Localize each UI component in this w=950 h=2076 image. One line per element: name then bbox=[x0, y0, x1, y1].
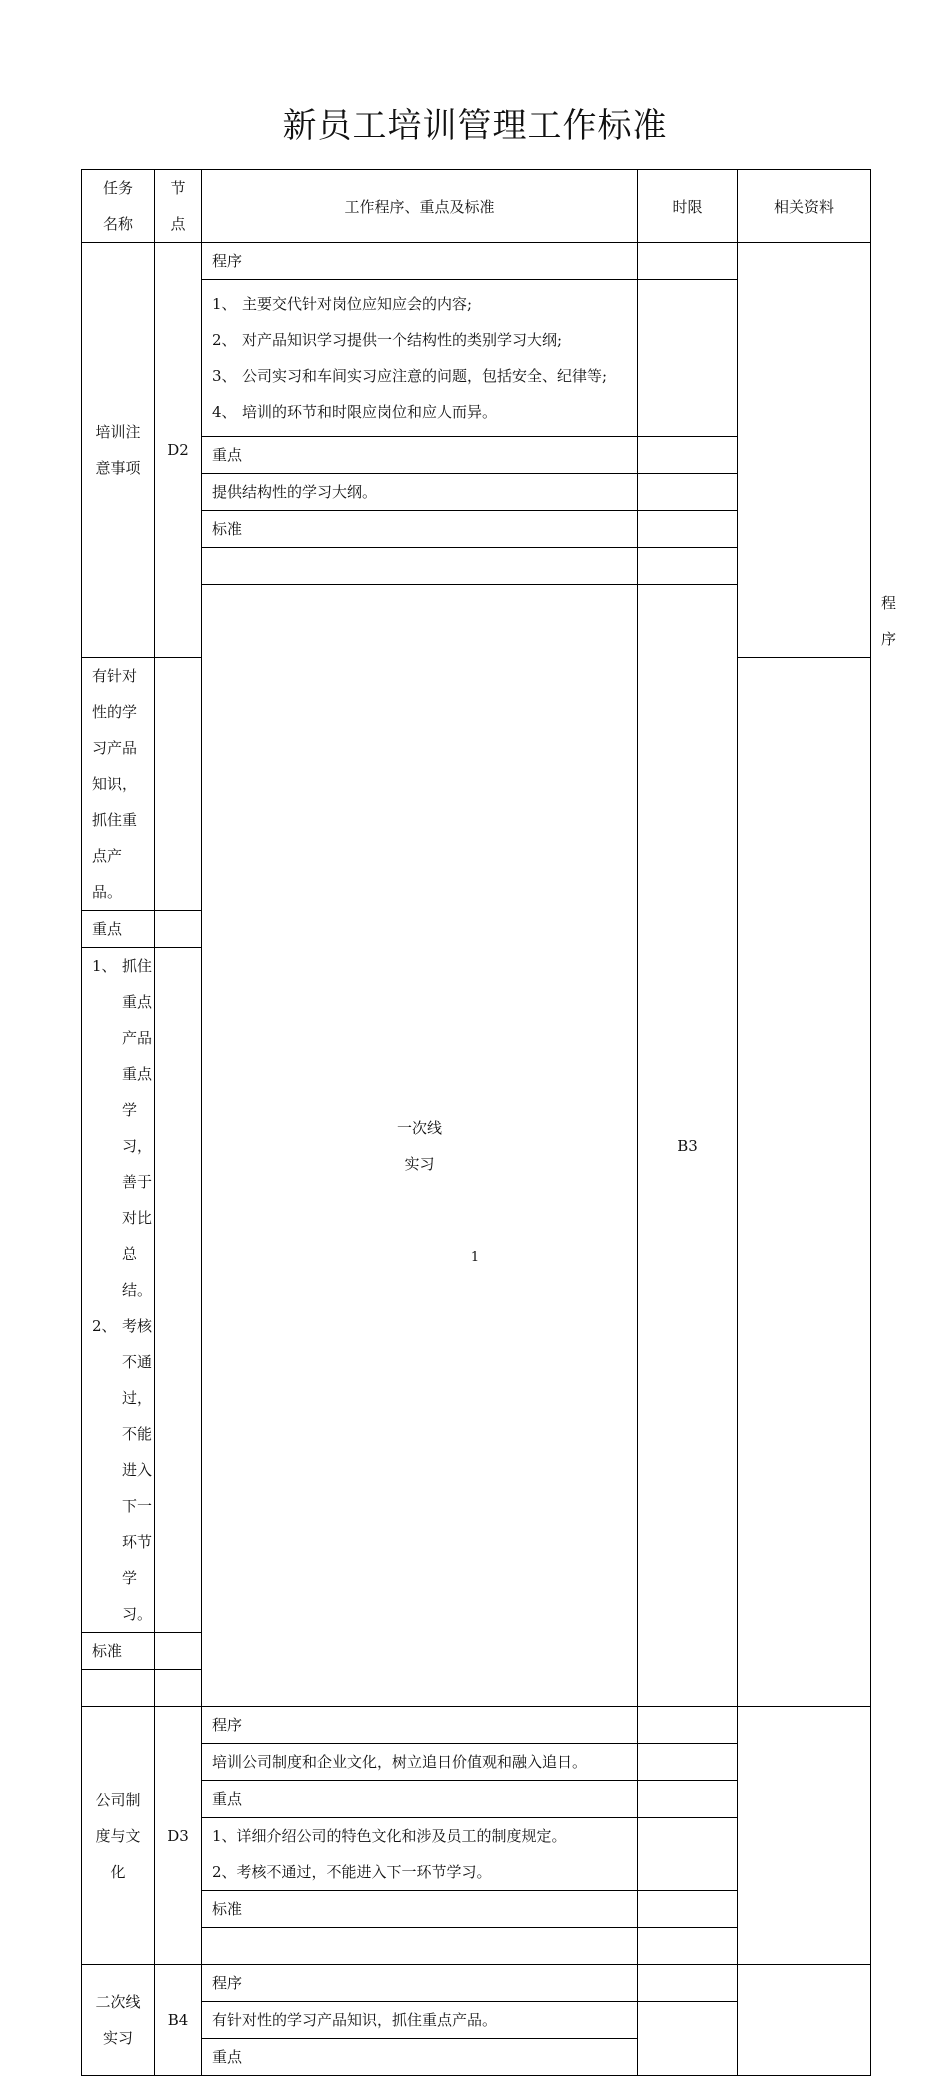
time-limit-cell bbox=[638, 548, 738, 585]
time-limit-cell bbox=[638, 1781, 738, 1818]
header-node: 节 点 bbox=[155, 170, 202, 243]
time-limit-cell bbox=[638, 474, 738, 511]
time-limit-cell bbox=[155, 1633, 202, 1670]
materials-cell bbox=[738, 1707, 871, 1965]
time-limit-cell bbox=[155, 658, 202, 911]
time-limit-cell bbox=[638, 2002, 738, 2076]
list-item: 3、 公司实习和车间实习应注意的问题，包括安全、纪律等; bbox=[212, 367, 608, 385]
standard-text bbox=[82, 1670, 155, 1707]
time-limit-cell bbox=[638, 1928, 738, 1965]
standard-text bbox=[202, 1928, 638, 1965]
header-materials: 相关资料 bbox=[738, 170, 871, 243]
table-row bbox=[82, 1965, 871, 2002]
time-limit-cell bbox=[638, 437, 738, 474]
header-task-name: 任务 名称 bbox=[82, 170, 155, 243]
table-row bbox=[82, 1707, 871, 1744]
key-label: 重点 bbox=[202, 1781, 638, 1818]
table-row bbox=[82, 243, 871, 280]
procedure-text: 培训公司制度和企业文化，树立追日价值观和融入追日。 bbox=[202, 1744, 638, 1781]
training-standard-table bbox=[81, 169, 897, 2076]
header-procedure: 工作程序、重点及标准 bbox=[202, 170, 638, 243]
procedure-label: 程序 bbox=[202, 1707, 638, 1744]
key-items bbox=[82, 948, 155, 1633]
materials-cell bbox=[738, 243, 871, 658]
node-cell: B4 bbox=[155, 1965, 202, 2076]
key-items bbox=[202, 1818, 638, 1891]
table-row: 一次线 实习 B3 程序 bbox=[82, 585, 871, 658]
list-item: 1、 抓住重点产品重点学习，善于对比总结。 bbox=[92, 957, 153, 1299]
time-limit-cell bbox=[155, 911, 202, 948]
standard-label: 标准 bbox=[202, 511, 638, 548]
time-limit-cell bbox=[638, 1707, 738, 1744]
list-item: 4、 培训的环节和时限应岗位和应人而异。 bbox=[212, 403, 498, 421]
task-name-cell: 培训注 意事项 bbox=[82, 243, 155, 658]
time-limit-cell bbox=[638, 1891, 738, 1928]
procedure-text: 有针对性的学习产品知识，抓住重点产品。 bbox=[82, 658, 155, 911]
time-limit-cell bbox=[638, 280, 738, 437]
procedure-label: 程序 bbox=[202, 1965, 638, 2002]
node-cell: B3 bbox=[638, 585, 738, 1707]
key-label: 重点 bbox=[82, 911, 155, 948]
time-limit-cell bbox=[155, 948, 202, 1633]
standard-label: 标准 bbox=[202, 1891, 638, 1928]
key-text: 提供结构性的学习大纲。 bbox=[202, 474, 638, 511]
node-cell: D3 bbox=[155, 1707, 202, 1965]
materials-cell bbox=[738, 1965, 871, 2076]
page-number: 1 bbox=[470, 1250, 480, 1265]
task-name-cell: 二次线 实习 bbox=[82, 1965, 155, 2076]
key-label: 重点 bbox=[202, 2039, 638, 2076]
task-name-cell: 一次线 实习 bbox=[202, 585, 638, 1707]
procedure-label: 程序 bbox=[202, 243, 638, 280]
time-limit-cell bbox=[155, 1670, 202, 1707]
list-item: 1、 主要交代针对岗位应知应会的内容; bbox=[212, 295, 473, 313]
node-cell: D2 bbox=[155, 243, 202, 658]
standard-label: 标准 bbox=[82, 1633, 155, 1670]
header-time-limit: 时限 bbox=[638, 170, 738, 243]
time-limit-cell bbox=[638, 243, 738, 280]
table-header-row bbox=[82, 170, 871, 243]
standard-text bbox=[202, 548, 638, 585]
list-item: 2、 对产品知识学习提供一个结构性的类别学习大纲; bbox=[212, 331, 563, 349]
list-item: 1、详细介绍公司的特色文化和涉及员工的制度规定。 bbox=[212, 1827, 567, 1845]
procedure-text: 有针对性的学习产品知识，抓住重点产品。 bbox=[202, 2002, 638, 2039]
task-name-cell: 公司制 度与文 化 bbox=[82, 1707, 155, 1965]
time-limit-cell bbox=[638, 1744, 738, 1781]
time-limit-cell bbox=[638, 1965, 738, 2002]
procedure-items bbox=[202, 280, 638, 437]
key-label: 重点 bbox=[202, 437, 638, 474]
list-item: 2、 考核不通过，不能进入下一环节学习。 bbox=[92, 1317, 153, 1623]
time-limit-cell bbox=[638, 1818, 738, 1891]
time-limit-cell bbox=[638, 511, 738, 548]
page-title: 新员工培训管理工作标准 bbox=[282, 106, 668, 146]
list-item: 2、考核不通过，不能进入下一环节学习。 bbox=[212, 1863, 492, 1881]
